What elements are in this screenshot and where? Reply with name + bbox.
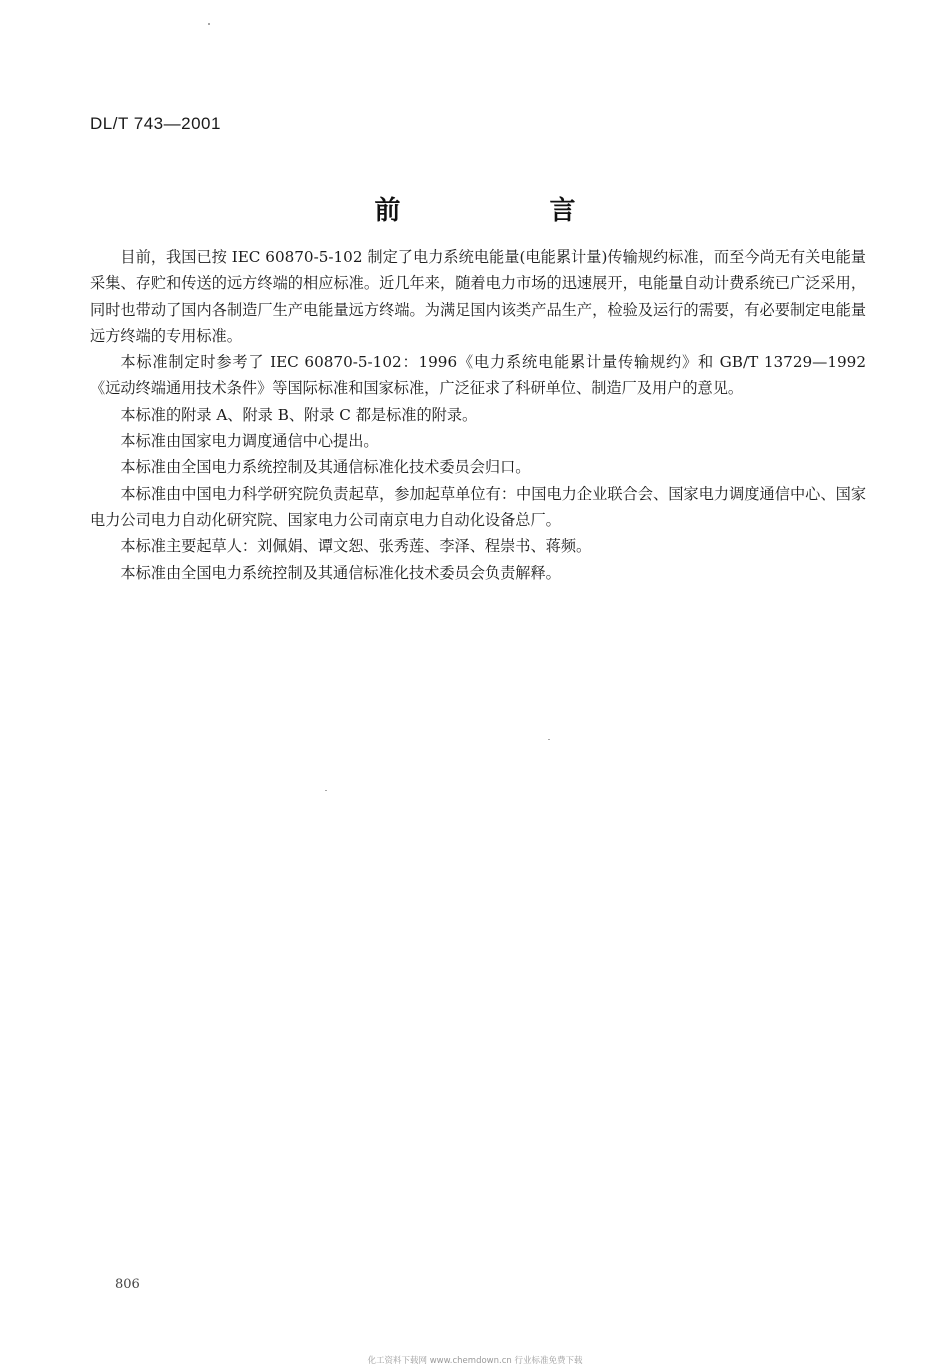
scan-speck — [548, 739, 550, 740]
paragraph-drafters: 本标准主要起草人：刘佩娟、谭文恕、张秀莲、李泽、程崇书、蒋频。 — [120, 537, 592, 556]
document-code: DL/T 743—2001 — [90, 114, 221, 133]
scan-speck — [208, 23, 210, 25]
page-title: 前 言 — [374, 196, 646, 226]
paragraph-references: 本标准制定时参考了 IEC 60870-5-102：1996《电力系统电能累计量传输规约》和 GB/T 13729—1992《远动终端通用技术条件》等国际标准和国家标准，广泛征求了科研单位、制造厂及用户的意见。 — [90, 353, 866, 398]
page-number: 806 — [115, 1277, 140, 1292]
paragraph-drafting-units: 本标准由中国电力科学研究院负责起草，参加起草单位有：中国电力企业联合会、国家电力调度通信中心、国家电力公司电力自动化研究院、国家电力公司南京电力自动化设备总厂。 — [90, 484, 866, 529]
paragraph-background: 目前，我国已按 IEC 60870-5-102 制定了电力系统电能量(电能累计量)传输规约标准，而至今尚无有关电能量采集、存贮和传送的远方终端的相应标准。近几年来，随着电力市场的迅速展开，电能量自动计费系统已广泛采用，同时也带动了国内各制造厂生产电能量远方终端。为满足国内该类产品生产，检验及运行的需要，有必要制定电能量远方终端的专用标准。 — [90, 248, 866, 345]
paragraph-proposer: 本标准由国家电力调度通信中心提出。 — [120, 432, 379, 451]
foreword-body — [90, 244, 866, 586]
paragraph-administrator: 本标准由全国电力系统控制及其通信标准化技术委员会归口。 — [120, 458, 531, 477]
paragraph-appendices: 本标准的附录 A、附录 B、附录 C 都是标准的附录。 — [120, 405, 478, 424]
scan-speck — [325, 790, 327, 791]
paragraph-interpretation: 本标准由全国电力系统控制及其通信标准化技术委员会负责解释。 — [120, 563, 561, 582]
footer-watermark: 化工资料下载网 www.chemdown.cn 行业标准免费下载 — [367, 1356, 583, 1366]
